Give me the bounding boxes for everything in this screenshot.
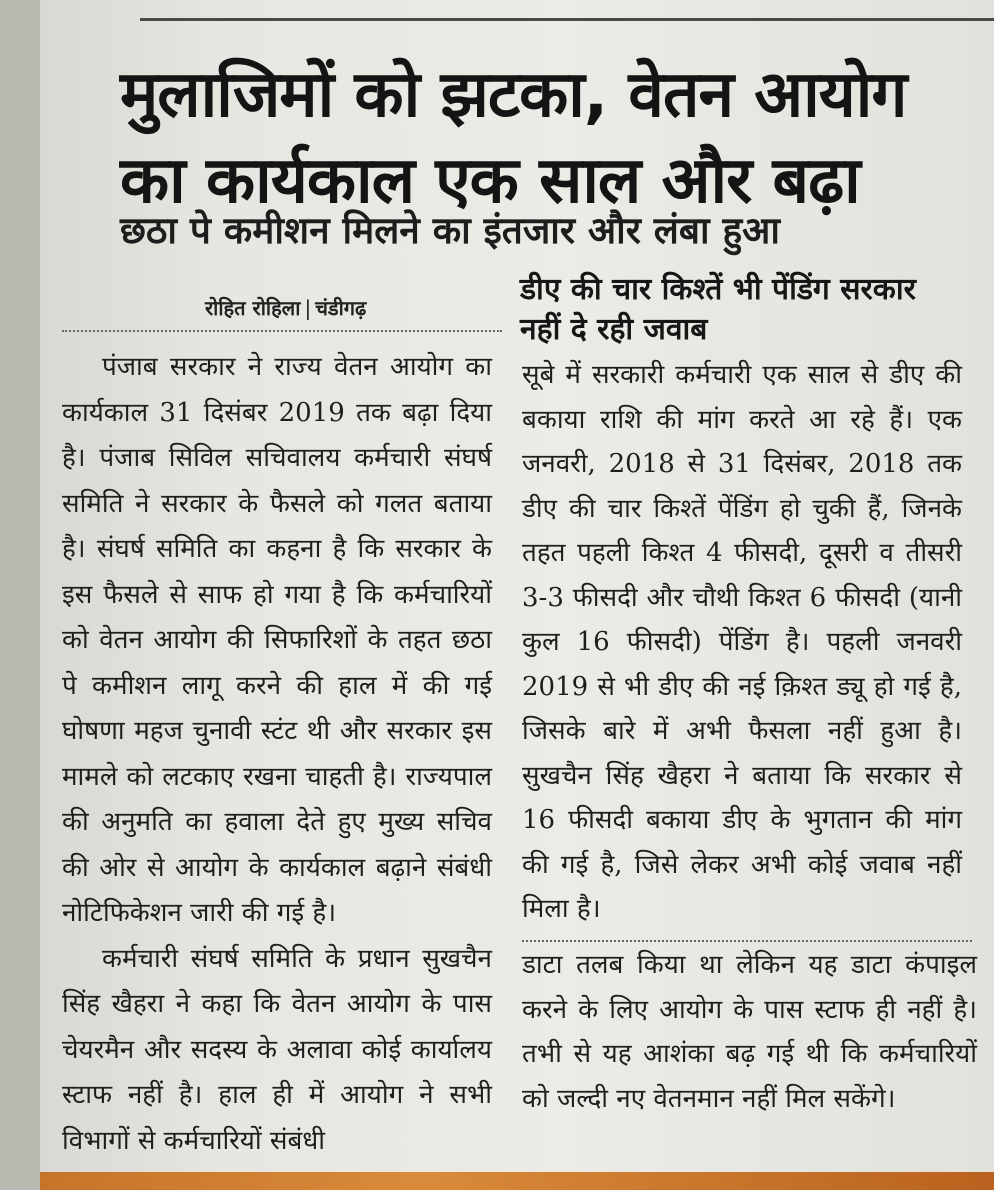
top-rule [140, 18, 994, 21]
paragraph-1: पंजाब सरकार ने राज्य वेतन आयोग का कार्यकाल 31 दिसंबर 2019 तक बढ़ा दिया है। पंजाब सिविल सचिवालय कर्मचारी संघर्ष समिति ने सरकार के फैसले को गलत बताया है। संघर्ष समिति का कहना है कि सरकार के इस फैसले से साफ हो गया है कि कर्मचारियों को वेतन आयोग की सिफारिशों के तहत छठा पे कमीशन लागू करने की हाल में की गई घोषणा महज चुनावी स्टंट थी और सरकार इस मामले को लटकाए रखना चाहती है। राज्यपाल की अनुमति का हवाला देते हुए मुख्य सचिव की ओर से आयोग के कार्यकाल बढ़ाने संबंधी नोटिफिकेशन जारी की गई है। [62, 352, 492, 928]
byline-divider [62, 330, 502, 332]
sidebar-body: सूबे में सरकारी कर्मचारी एक साल से डीए की बकाया राशि की मांग करते आ रहे हैं। एक जनवरी, 2018 से 31 दिसंबर, 2018 तक डीए की चार किश्तें पेंडिंग हो चुकी हैं, जिनके तहत पहली किश्त 4 फीसदी, दूसरी व तीसरी 3-3 फीसदी और चौथी किश्त 6 फीसदी (यानी कुल 16 फीसदी) पेंडिंग है। पहली जनवरी 2019 से भी डीए की नई क़िश्त ड्यू हो गई है, जिसके बारे में अभी फैसला नहीं हुआ है। सुखचैन सिंह खैहरा ने बताया कि सरकार से 16 फीसदी बकाया डीए के भुगतान की मांग की गई है, जिसे लेकर अभी कोई जवाब नहीं मिला है। [522, 360, 962, 924]
dateline-location: चंडीगढ़ [315, 296, 367, 320]
sidebar-divider [522, 940, 972, 942]
byline-separator: | [304, 296, 312, 320]
byline [205, 294, 366, 321]
headline: मुलाजिमों को झटका, वेतन आयोग का कार्यकाल एक साल और बढ़ा [120, 58, 907, 218]
author-name: रोहित रोहिला [205, 296, 301, 320]
paragraph-2: कर्मचारी संघर्ष समिति के प्रधान सुखचैन सिंह खैहरा ने कहा कि वेतन आयोग के पास चेयरमैन और सदस्य के अलावा कोई कार्यालय स्टाफ नहीं है। हाल ही में आयोग ने सभी विभागों से कर्मचारियों संबंधी [62, 943, 492, 1156]
bottom-color-band [40, 1172, 994, 1190]
sidebar-headline: डीए की चार किश्तें भी पेंडिंग सरकार नहीं दे रही जवाब [520, 272, 916, 347]
subheadline: छठा पे कमीशन मिलने का इंतजार और लंबा हुआ [120, 209, 780, 252]
article-body-left [62, 345, 492, 1164]
article-body-continuation: डाटा तलब किया था लेकिन यह डाटा कंपाइल करने के लिए आयोग के पास स्टाफ ही नहीं है। तभी से यह आशंका बढ़ गई थी कि कर्मचारियों को जल्दी नए वेतनमान नहीं मिल सकेंगे। [522, 950, 977, 1114]
